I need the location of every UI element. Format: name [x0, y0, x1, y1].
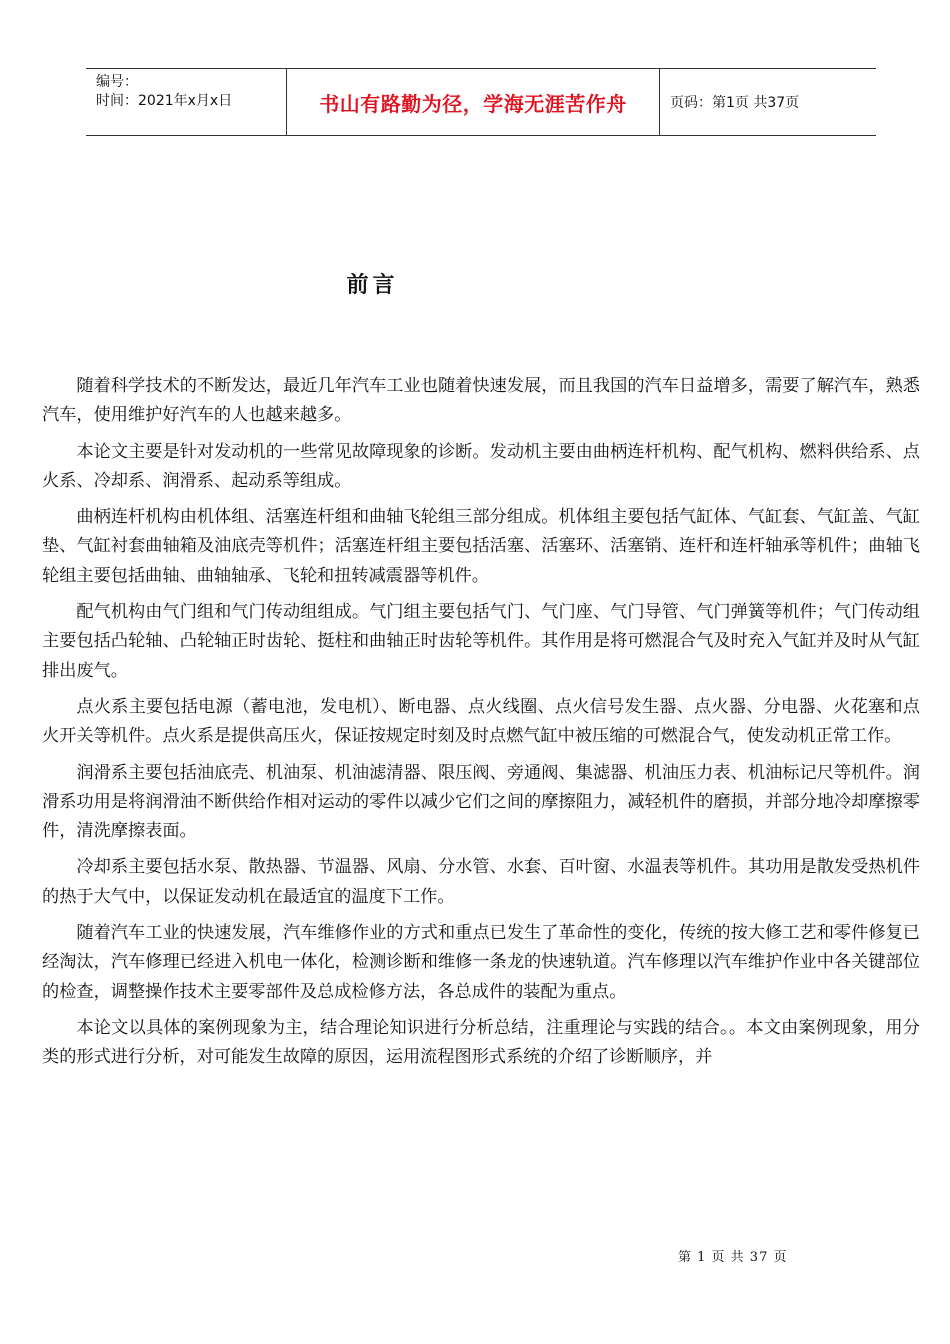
page-title: 前言: [346, 273, 399, 298]
paragraph: 本论文主要是针对发动机的一些常见故障现象的诊断。发动机主要由曲柄连杆机构、配气机构、燃料供给系、点火系、冷却系、润滑系、起动系等组成。: [42, 441, 920, 491]
paragraph: 点火系主要包括电源（蓄电池，发电机）、断电器、点火线圈、点火信号发生器、点火器、分电器、火花塞和点火开关等机件。点火系是提供高压火，保证按规定时刻及时点燃气缸中被压缩的可燃混合气，使发动机正常工作。: [42, 696, 920, 747]
document-header: [86, 68, 876, 136]
header-page-info: 页码：第1页 共37页: [670, 95, 800, 111]
header-meta: [86, 69, 286, 135]
page-footer: 第 1 页 共 37 页: [678, 1250, 788, 1265]
paragraph: 冷却系主要包括水泵、散热器、节温器、风扇、分水管、水套、百叶窗、水温表等机件。其功用是散发受热机件的热于大气中，以保证发动机在最适宜的温度下工作。: [42, 857, 920, 907]
header-motto: 书山有路勤为径，学海无涯苦作舟: [286, 69, 660, 135]
paragraph: 润滑系主要包括油底壳、机油泵、机油滤清器、限压阀、旁通阀、集滤器、机油压力表、机油标记尺等机件。润滑系功用是将润滑油不断供给作相对运动的零件以减少它们之间的摩擦阻力，减轻机件的磨损，并部分地冷却摩擦零件，清洗摩擦表面。: [42, 762, 920, 842]
time-label: 时间：2021年x月x日: [96, 93, 233, 109]
paragraph: 曲柄连杆机构由机体组、活塞连杆组和曲轴飞轮组三部分组成。机体组主要包括气缸体、气缸套、气缸盖、气缸垫、气缸衬套曲轴箱及油底壳等机件；活塞连杆组主要包括活塞、活塞环、活塞销、连杆和连杆轴承等机件；曲轴飞轮组主要包括曲轴、曲轴轴承、飞轮和扭转减震器等机件。: [42, 507, 920, 586]
paragraph: 随着科学技术的不断发达，最近几年汽车工业也随着快速发展，而且我国的汽车日益增多，需要了解汽车，熟悉汽车，使用维护好汽车的人也越来越多。: [42, 376, 920, 426]
paragraph: 本论文以具体的案例现象为主，结合理论知识进行分析总结，注重理论与实践的结合。。本文由案例现象，用分类的形式进行分析，对可能发生故障的原因，运用流程图形式系统的介绍了诊断顺序，并: [42, 1017, 920, 1068]
document-body: [42, 372, 920, 1080]
paragraph: 配气机构由气门组和气门传动组组成。气门组主要包括气门、气门座、气门导管、气门弹簧等机件；气门传动组主要包括凸轮轴、凸轮轴正时齿轮、挺柱和曲轴正时齿轮等机件。其作用是将可燃混合气及时充入气缸并及时从气缸排出废气。: [42, 602, 920, 681]
paragraph: 随着汽车工业的快速发展，汽车维修作业的方式和重点已发生了革命性的变化，传统的按大修工艺和零件修复已经淘汰，汽车修理已经进入机电一体化，检测诊断和维修一条龙的快速轨道。汽车修理以汽车维护作业中各关键部位的检查，调整操作技术主要零部件及总成检修方法，各总成件的装配为重点。: [42, 923, 920, 1002]
serial-label: 编号：: [96, 74, 138, 90]
